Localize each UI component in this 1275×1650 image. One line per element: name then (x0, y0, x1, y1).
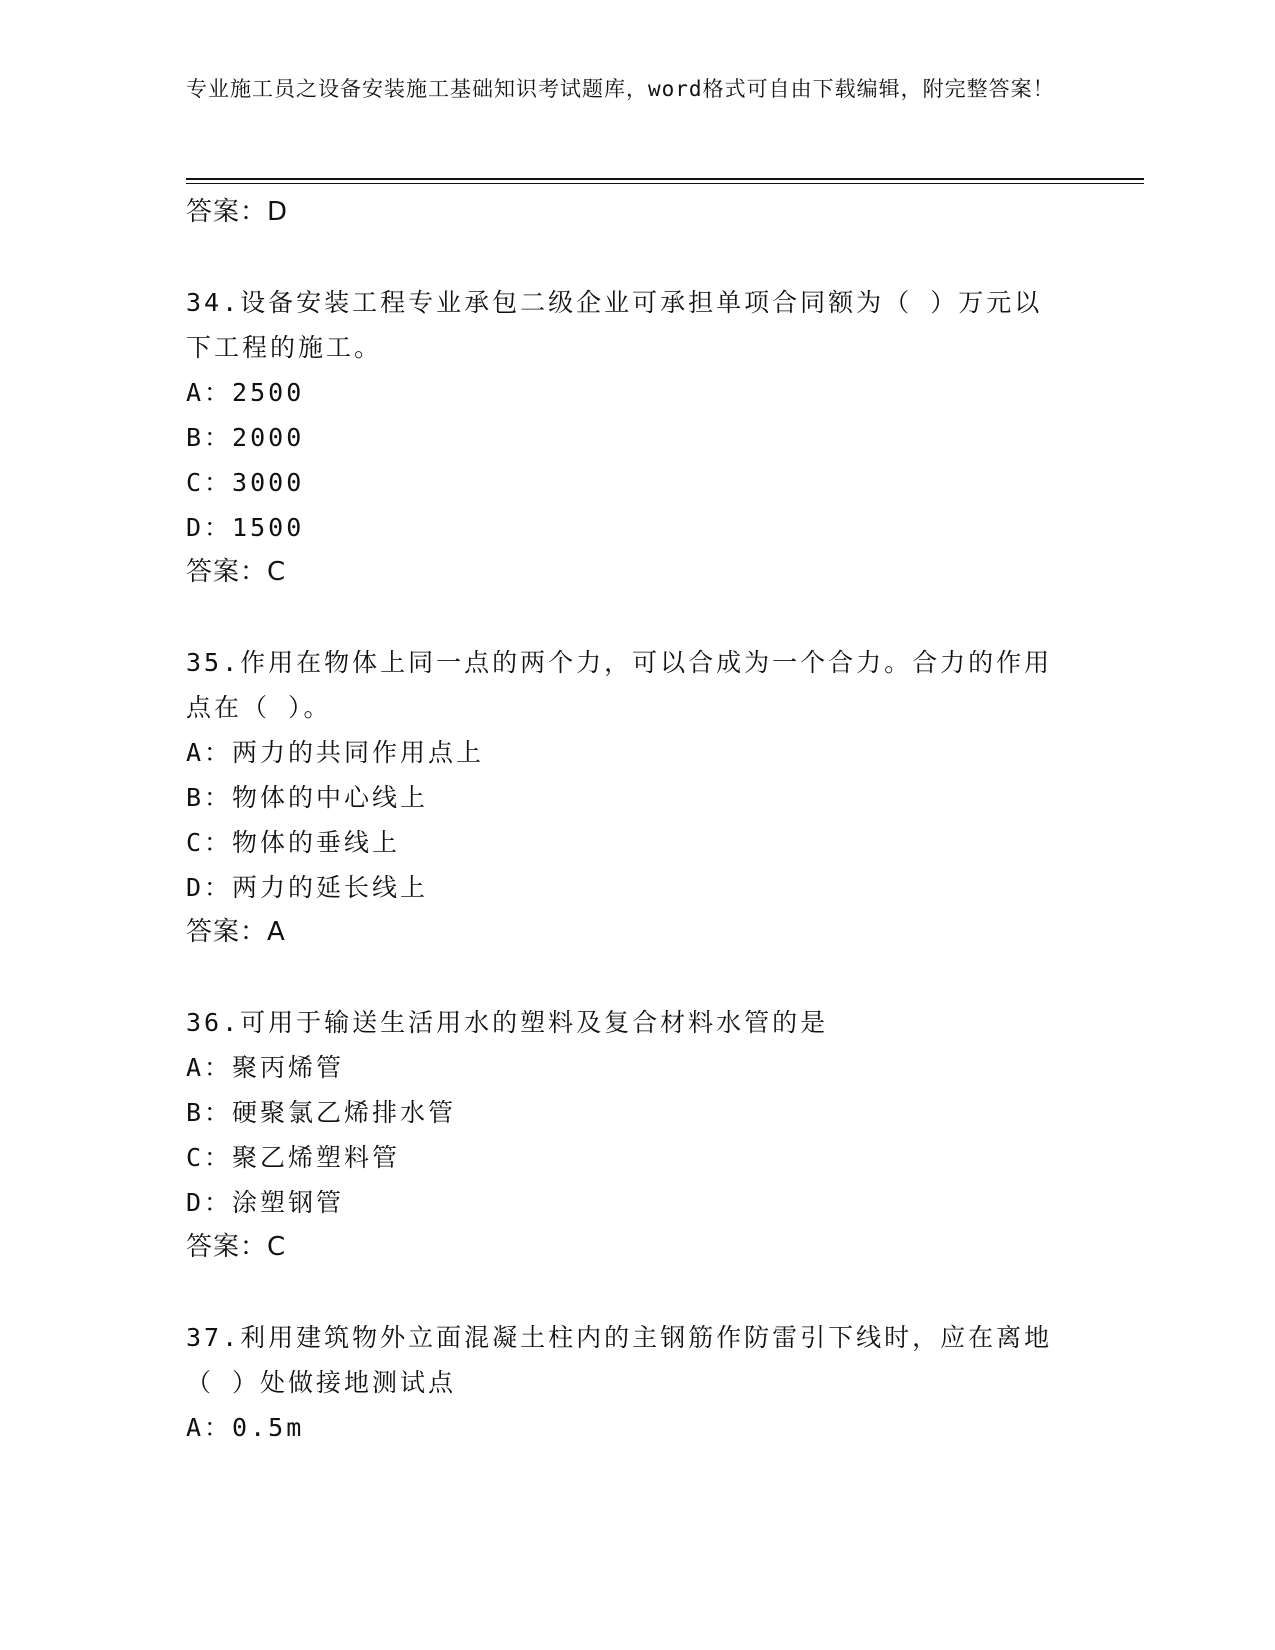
header-divider-thin (186, 183, 1144, 184)
option-b: B：硬聚氯乙烯排水管 (186, 1098, 457, 1127)
answer-line: 答案：C (186, 1232, 287, 1262)
option-a: A：0.5m (186, 1413, 305, 1442)
page-header: 专业施工员之设备安装施工基础知识考试题库，word格式可自由下载编辑，附完整答案！ (186, 77, 1055, 101)
option-b: B：物体的中心线上 (186, 783, 429, 812)
option-d: D：1500 (186, 513, 305, 542)
question-item (186, 640, 1086, 955)
question-item (186, 1315, 1086, 1450)
option-a: A：2500 (186, 378, 305, 407)
question-stem: 34.设备安装工程专业承包二级企业可承担单项合同额为（ ）万元以下工程的施工。 (186, 288, 1043, 362)
option-c: C：3000 (186, 468, 305, 497)
option-b: B：2000 (186, 423, 305, 452)
header-divider (186, 178, 1144, 180)
question-stem: 35.作用在物体上同一点的两个力，可以合成为一个合力。合力的作用点在（ ）。 (186, 648, 1053, 722)
answer-line: 答案：D (186, 197, 289, 227)
option-d: D：涂塑钢管 (186, 1188, 345, 1217)
question-list (186, 190, 1086, 1450)
option-a: A：两力的共同作用点上 (186, 738, 485, 767)
option-d: D：两力的延长线上 (186, 873, 429, 902)
question-stem: 36.可用于输送生活用水的塑料及复合材料水管的是 (186, 1008, 829, 1037)
answer-line: 答案：A (186, 917, 286, 947)
question-stem: 37.利用建筑物外立面混凝土柱内的主钢筋作防雷引下线时，应在离地（ ）处做接地测试点 (186, 1323, 1053, 1397)
option-c: C：聚乙烯塑料管 (186, 1143, 401, 1172)
question-item (186, 1000, 1086, 1270)
question-item (186, 280, 1086, 595)
answer-line: 答案：C (186, 557, 287, 587)
option-a: A：聚丙烯管 (186, 1053, 345, 1082)
option-c: C：物体的垂线上 (186, 828, 401, 857)
